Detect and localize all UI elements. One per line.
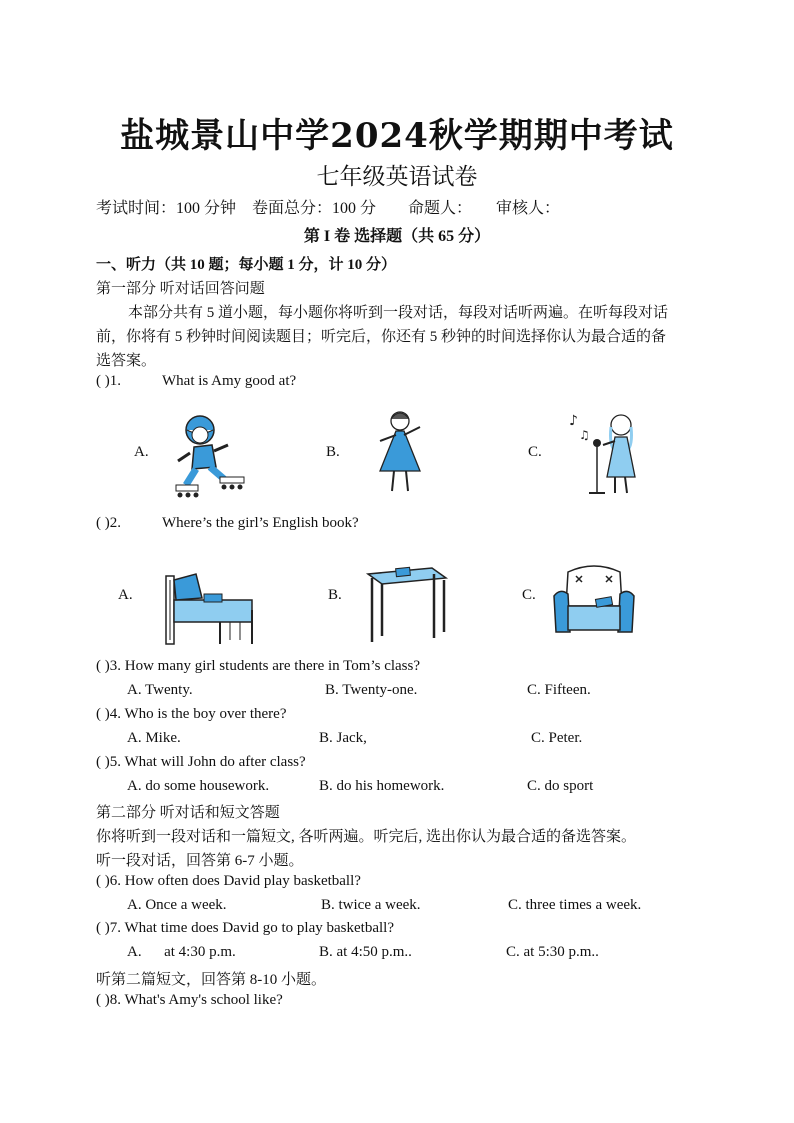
q6-option-a: A. Once a week. xyxy=(127,897,227,913)
q5-option-b: B. do his homework. xyxy=(319,778,445,794)
exam-title: 盐城景山中学2024秋学期期中考试 xyxy=(120,116,674,156)
q1-number: ( )1. xyxy=(96,373,121,389)
singing-girl-icon xyxy=(565,405,660,500)
q5-text: ( )5. What will John do after class? xyxy=(96,754,306,770)
q1-text: What is Amy good at? xyxy=(162,373,297,389)
part2-instructions: 你将听到一段对话和一篇短文, 各听两遍。听完后, 选出你认为最合适的备选答案。 xyxy=(96,829,637,845)
q6-option-c: C. three times a week. xyxy=(508,897,642,913)
q1-option-b-label: B. xyxy=(326,444,340,460)
q7-option-a: A. at 4:30 p.m. xyxy=(127,944,236,960)
q5-option-a: A. do some housework. xyxy=(127,778,270,794)
q7-option-b: B. at 4:50 p.m.. xyxy=(319,944,412,960)
q2-option-c-label: C. xyxy=(522,587,536,603)
bed-with-book-icon xyxy=(160,560,260,650)
q3-option-c: C. Fifteen. xyxy=(527,682,591,698)
dancing-girl-icon xyxy=(370,405,430,500)
part2-subheading: 第二部分 听对话和短文答题 xyxy=(96,805,280,821)
exam-subtitle: 七年级英语试卷 xyxy=(316,164,478,190)
part1-instructions-3: 选答案。 xyxy=(96,353,157,369)
q3-text: ( )3. How many girl students are there in Tom’s class? xyxy=(96,658,421,674)
q3-option-b: B. Twenty-one. xyxy=(325,682,418,698)
q4-text: ( )4. Who is the boy over there? xyxy=(96,706,287,722)
skating-girl-icon xyxy=(160,405,260,500)
passage-note: 听第二篇短文，回答第 8-10 小题。 xyxy=(96,972,326,988)
q7-text: ( )7. What time does David go to play basketball? xyxy=(96,920,394,936)
svg-text:♫: ♫ xyxy=(579,428,590,442)
q6-text: ( )6. How often does David play basketball? xyxy=(96,873,361,889)
q8-text: ( )8. What's Amy's school like? xyxy=(96,992,283,1008)
sofa-with-book-icon xyxy=(550,562,640,642)
part1-subheading: 第一部分 听对话回答问题 xyxy=(96,281,265,297)
q4-option-c: C. Peter. xyxy=(531,730,583,746)
listening-heading: 一、听力（共 10 题；每小题 1 分，计 10 分） xyxy=(96,257,397,273)
table-with-book-icon xyxy=(362,560,452,645)
q6-option-b: B. twice a week. xyxy=(321,897,421,913)
q7-option-c: C. at 5:30 p.m.. xyxy=(506,944,599,960)
exam-info: 考试时间：100 分钟 卷面总分：100 分 命题人： 审核人： xyxy=(96,200,561,217)
q5-option-c: C. do sport xyxy=(527,778,594,794)
q4-option-a: A. Mike. xyxy=(127,730,181,746)
q3-option-a: A. Twenty. xyxy=(127,682,193,698)
section-title: 第 I 卷 选择题（共 65 分） xyxy=(303,228,491,245)
q1-option-a-label: A. xyxy=(134,444,149,460)
svg-text:♪: ♪ xyxy=(569,413,578,429)
part1-instructions-1: 本部分共有 5 道小题，每小题你将听到一段对话，每段对话听两遍。在听每段对话 xyxy=(128,305,669,321)
q2-option-b-label: B. xyxy=(328,587,342,603)
q1-option-c-label: C. xyxy=(528,444,542,460)
q4-option-b: B. Jack, xyxy=(319,730,367,746)
dialog-note: 听一段对话，回答第 6-7 小题。 xyxy=(96,853,304,869)
q2-number: ( )2. xyxy=(96,515,121,531)
q2-option-a-label: A. xyxy=(118,587,133,603)
q2-text: Where’s the girl’s English book? xyxy=(162,515,359,531)
part1-instructions-2: 前，你将有 5 秒钟时间阅读题目；听完后，你还有 5 秒钟的时间选择你认为最合适的备 xyxy=(96,329,667,345)
